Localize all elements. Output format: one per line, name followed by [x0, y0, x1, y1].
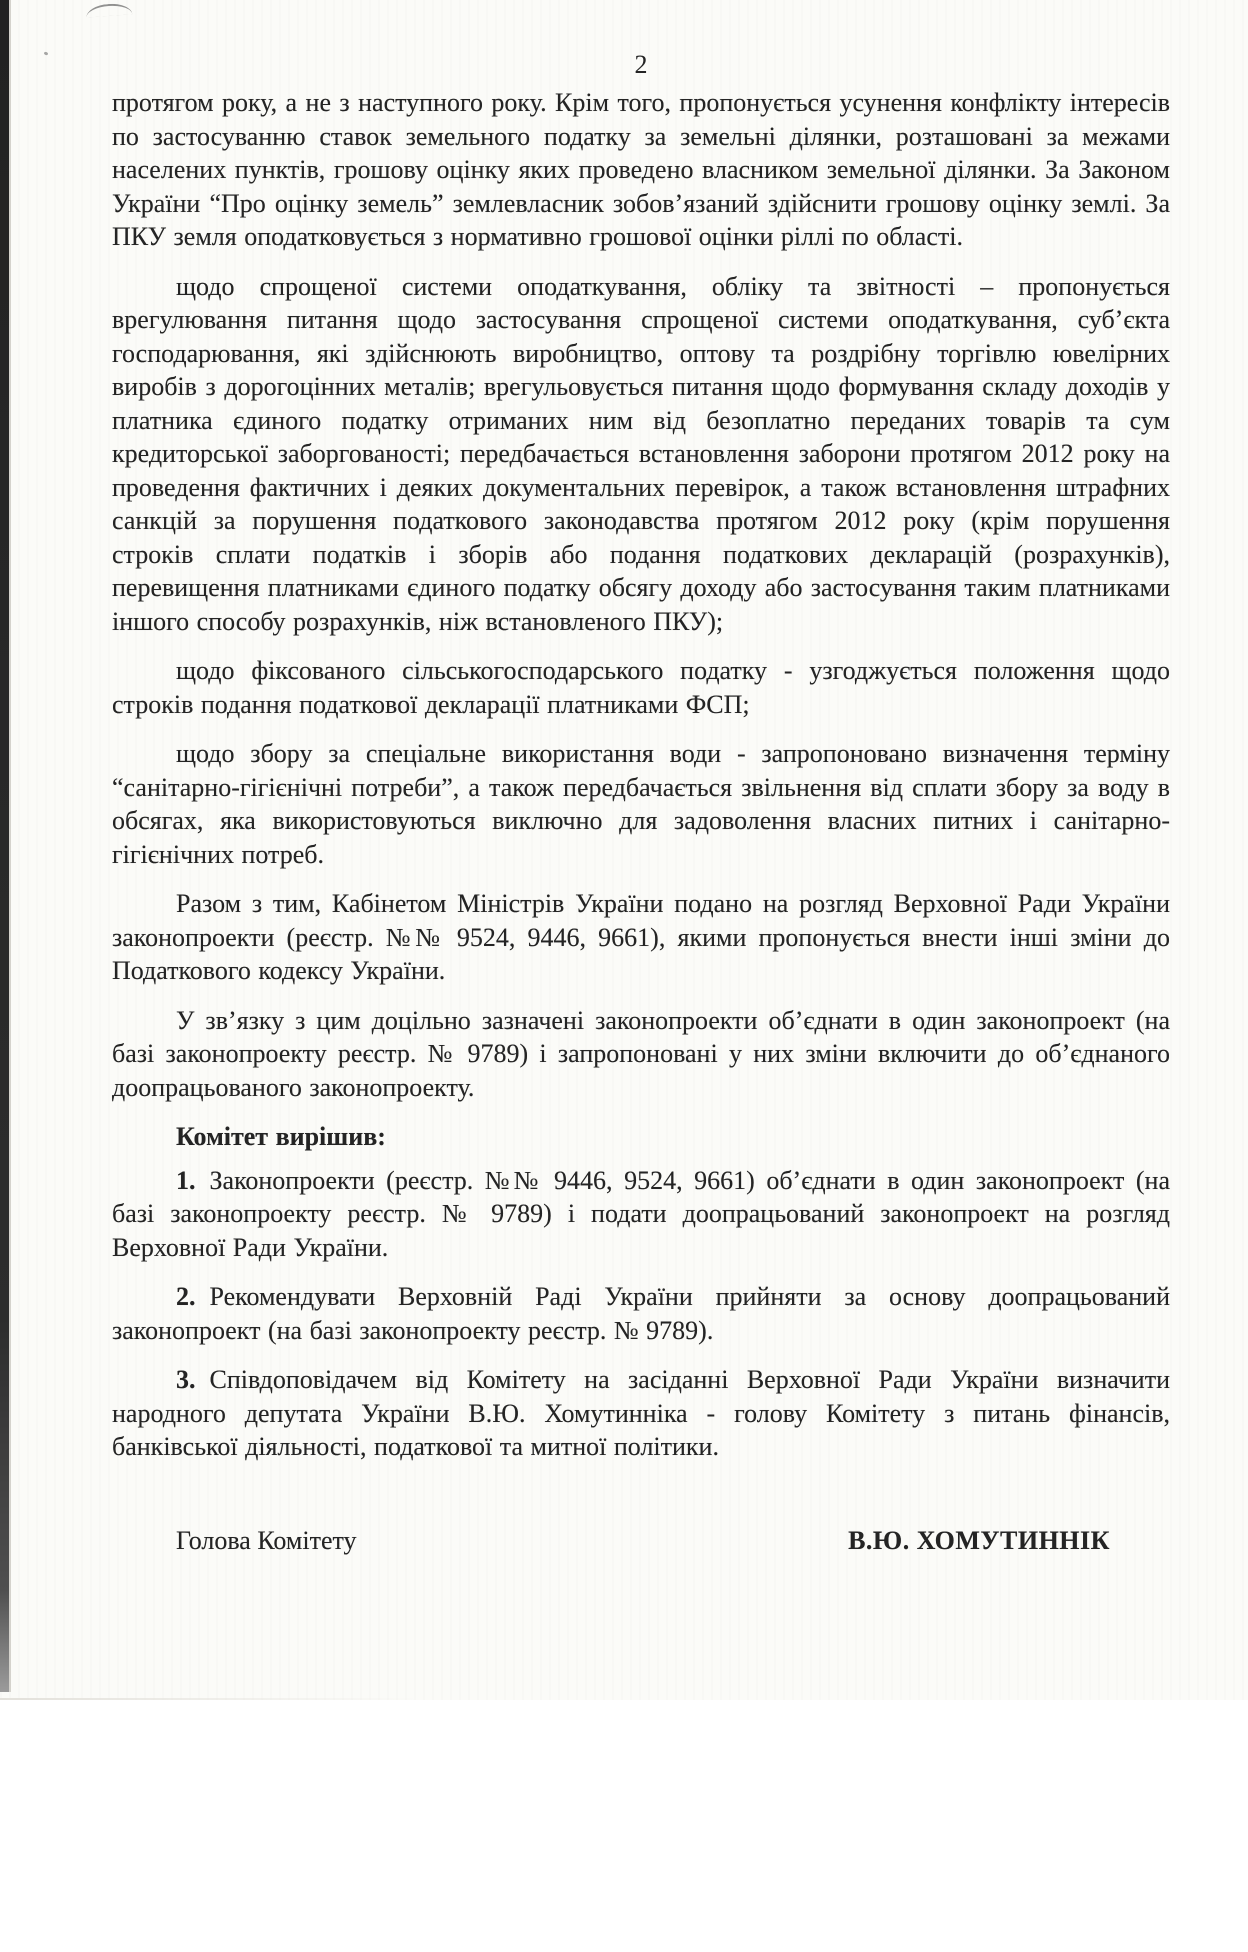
paragraph: У зв’язку з цим доцільно зазначені законопроекти об’єднати в один законопроект (на базі законопроекту реєстр. № 9789) і запропоновані у них зміни включити до об’єднаного доопрацьованого законопроекту.	[112, 1005, 1170, 1102]
decision-item	[112, 1164, 1170, 1265]
decision-text: Співдоповідачем від Комітету на засіданні Верховної Ради України визначити народного депутата України В.Ю. Хомутинніка - голову Комітету з питань фінансів, банківської діяльності, податкової та митної політики.	[112, 1365, 1170, 1461]
decision-number: 3.	[176, 1365, 196, 1394]
signature-name: В.Ю. ХОМУТИННІК	[848, 1525, 1110, 1555]
decision-item	[112, 1363, 1170, 1464]
decision-heading: Комітет вирішив:	[176, 1122, 386, 1151]
signature-title: Голова Комітету	[176, 1525, 357, 1555]
decision-text: Законопроекти (реєстр. №№ 9446, 9524, 9661) об’єднати в один законопроект (на базі законопроекту реєстр. № 9789) і подати доопрацьований законопроект на розгляд Верховної Ради України.	[112, 1165, 1170, 1262]
decision-number: 2.	[176, 1282, 196, 1311]
paragraph: щодо спрощеної системи оподаткування, обліку та звітності – пропонується врегулювання питання щодо застосування спрощеної системи оподаткування, суб’єкта господарювання, які здійснюють виробництво, оптову та роздрібну торгівлю ювелірних виробів з дорогоцінних металів; врегульовується питання щодо формування складу доходів у платника єдиного податку отриманих ним від безоплатно переданих товарів та сум кредиторської заборгованості; передбачається встановлення заборони протягом 2012 року на проведення фактичних і деяких документальних перевірок, а також встановлення штрафних санкцій за порушення податкового законодавства протягом 2012 року (крім порушення строків сплати податків і зборів або подання податкових декларацій (розрахунків), перевищення платниками єдиного податку обсягу доходу або застосування таким платниками іншого способу розрахунків, ніж встановленого ПКУ);	[112, 271, 1170, 636]
paragraph: щодо збору за спеціальне використання води - запропоновано визначення терміну “санітарно-гігієнічні потреби”, а також передбачається звільнення від сплати збору за воду в обсягах, яка використовуються виключно для задоволення власних питних і санітарно-гігієнічних потреб.	[112, 739, 1170, 869]
paragraph: щодо фіксованого сільськогосподарського податку - узгоджується положення щодо строків подання податкової декларації платниками ФСП;	[112, 656, 1170, 719]
page-number: 2	[634, 50, 648, 79]
signature-row	[112, 1526, 1170, 1556]
scan-paper-bottom-edge	[0, 1698, 420, 1700]
document-content	[112, 50, 1170, 1556]
decision-number: 1.	[176, 1165, 196, 1195]
decision-item	[112, 1280, 1170, 1347]
paragraph: Разом з тим, Кабінетом Міністрів України подано на розгляд Верховної Ради України законопроекти (реєстр. №№ 9524, 9446, 9661), якими пропонується внести інші зміни до Податкового кодексу України.	[112, 889, 1170, 985]
decision-text: Рекомендувати Верховній Раді України прийняти за основу доопрацьований законопроект (на базі законопроекту реєстр. № 9789).	[112, 1282, 1170, 1345]
paragraph: протягом року, а не з наступного року. Крім того, пропонується усунення конфлікту інтересів по застосуванню ставок земельного податку за земельні ділянки, розташовані за межами населених пунктів, грошову оцінку яких проведено власником земельної ділянки. За Законом України “Про оцінку земель” землевласник зобов’язаний здійснити грошову оцінку землі. За ПКУ земля оподатковується з нормативно грошової оцінки ріллі по області.	[112, 88, 1170, 251]
scan-edge-bar	[0, 0, 11, 1692]
